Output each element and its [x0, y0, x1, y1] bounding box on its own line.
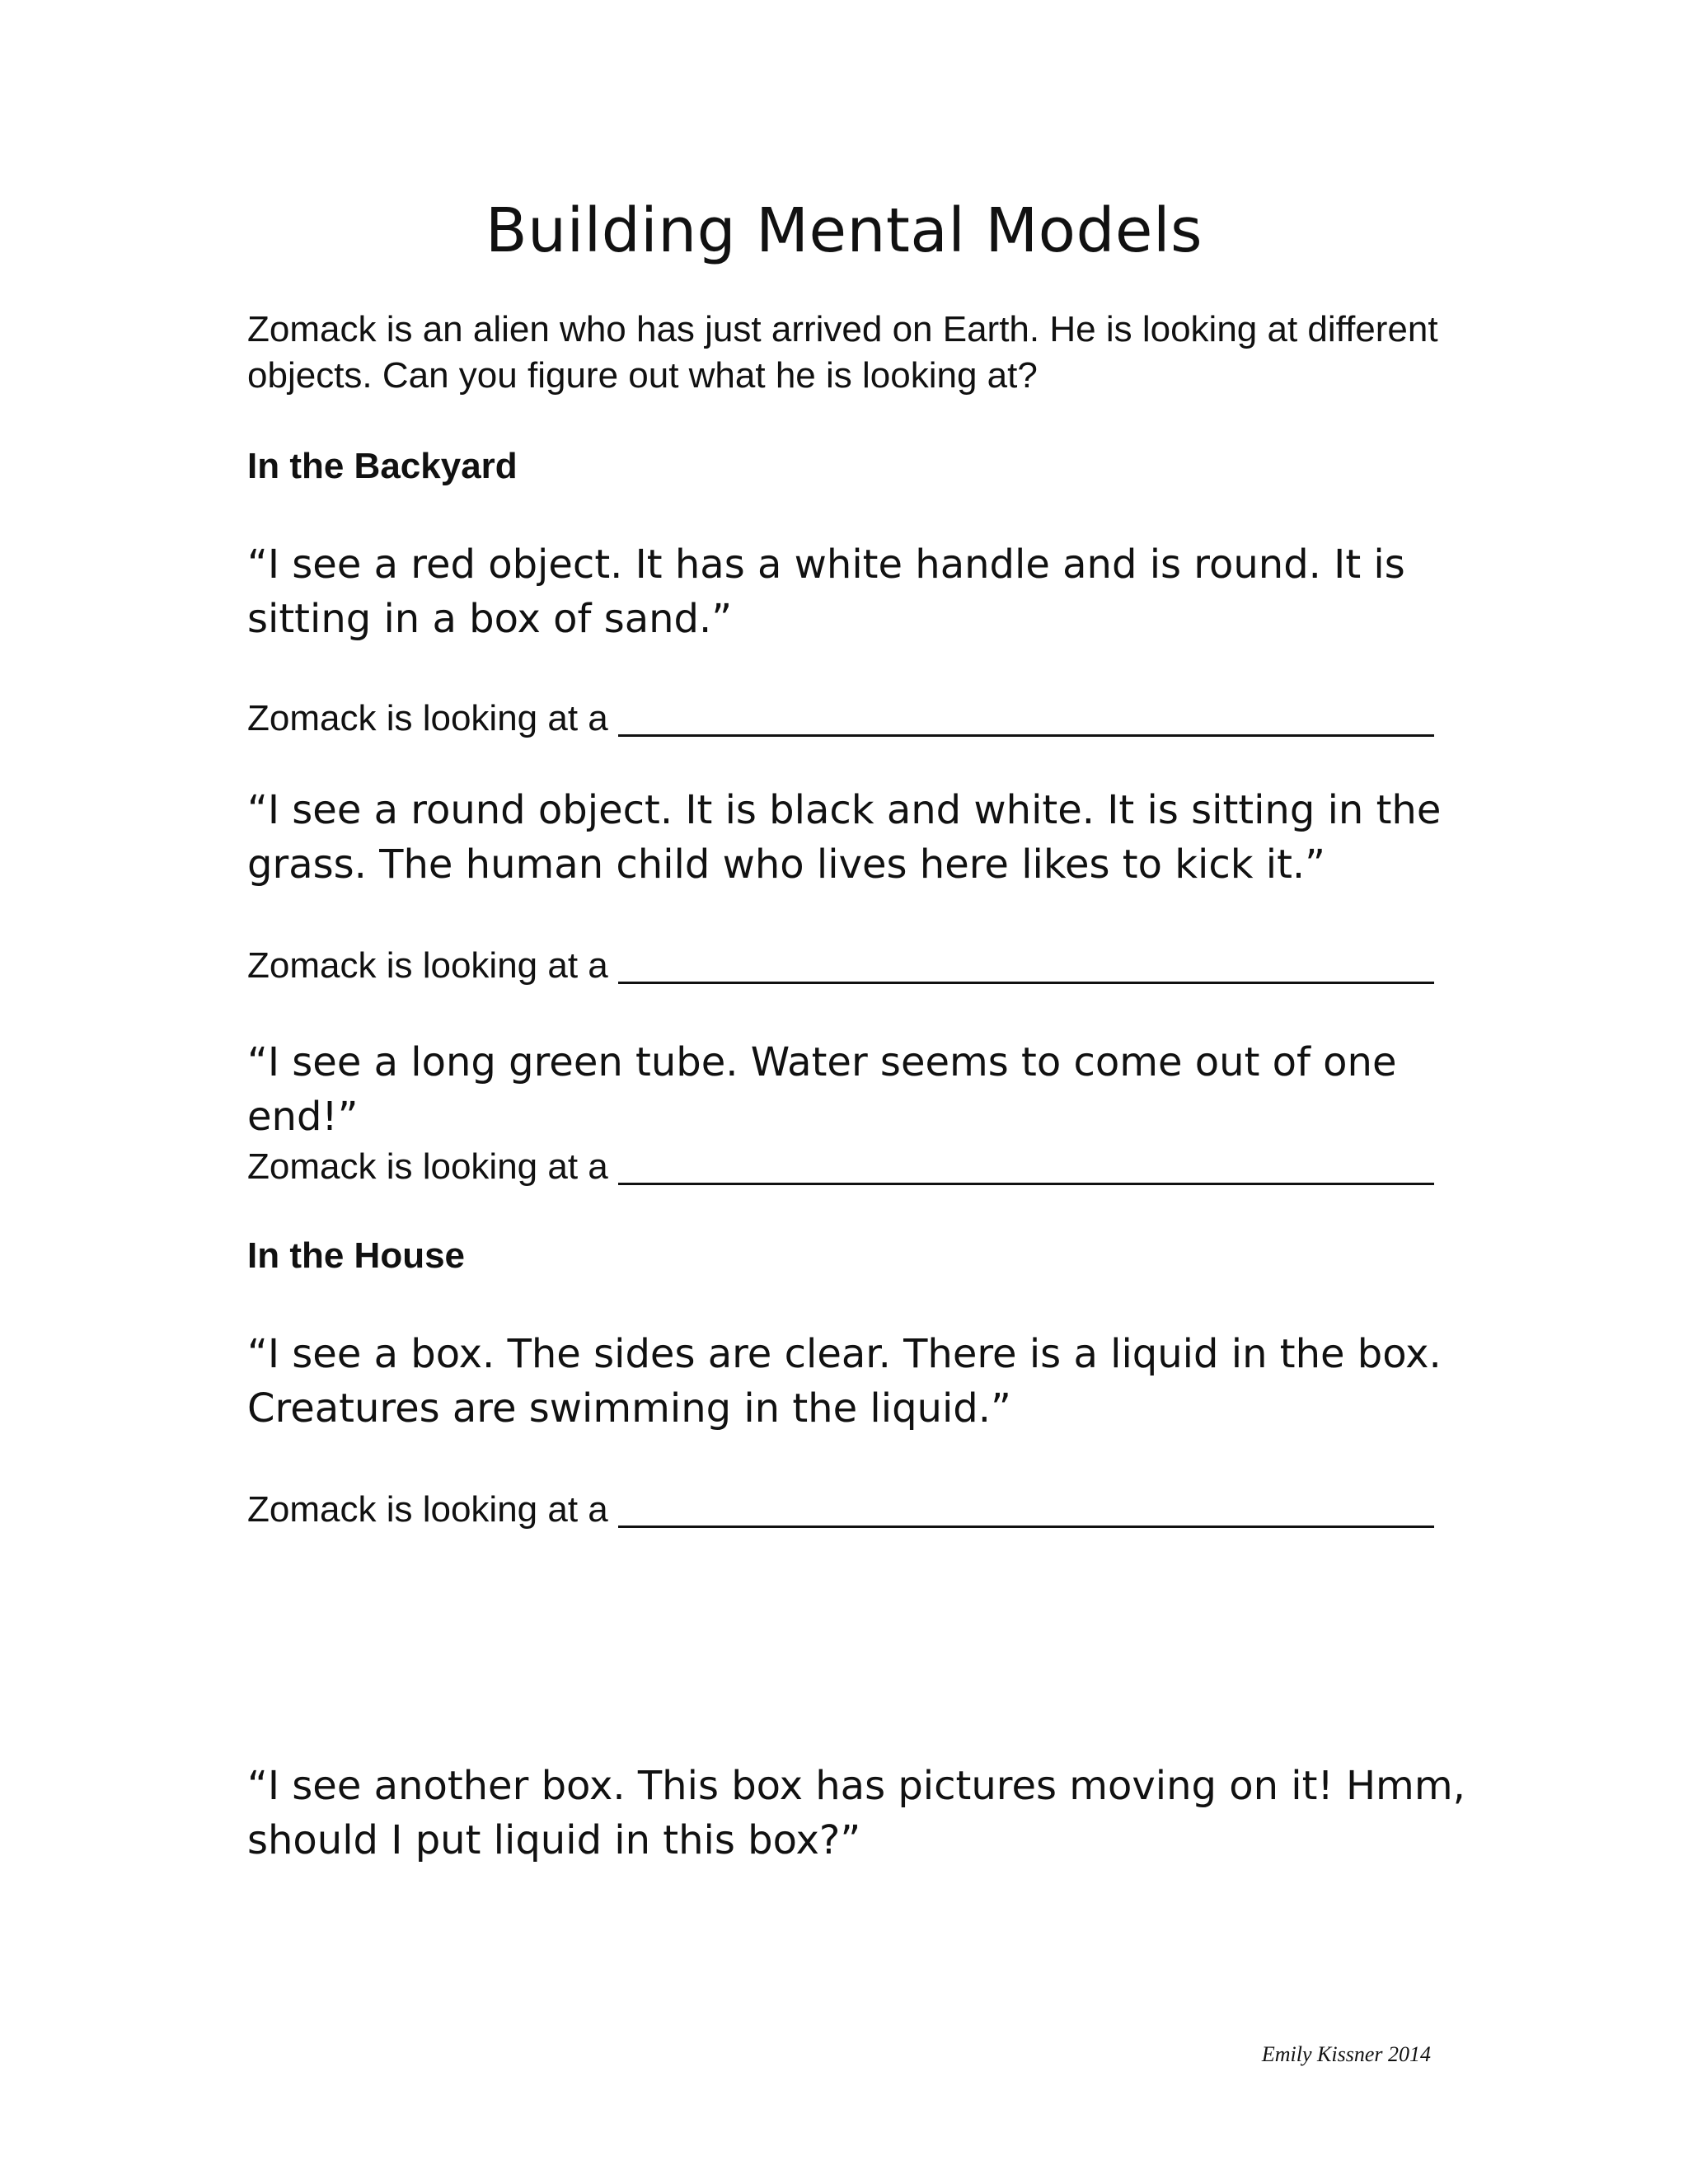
page-title: Building Mental Models [485, 195, 1203, 266]
answer-field-3[interactable] [618, 1183, 1434, 1185]
answer-field-1[interactable] [618, 734, 1434, 737]
clue-quote-sandbox-shovel: “I see a red object. It has a white handle and is round. It is sitting in a box of sand.” [247, 541, 1405, 642]
author-credit: Emily Kissner 2014 [1261, 2042, 1431, 2066]
clue-quote-fish-tank: “I see a box. The sides are clear. There is a liquid in the box. Creatures are swimming in the liquid.” [247, 1331, 1442, 1432]
answer-field-4[interactable] [618, 1526, 1434, 1528]
clue-quote-garden-hose: “I see a long green tube. Water seems to come out of one end!” [247, 1039, 1397, 1140]
answer-row-4 [247, 1483, 1434, 1533]
section-heading-house: In the House [247, 1235, 466, 1276]
answer-field-2[interactable] [618, 982, 1434, 984]
answer-prompt: Zomack is looking at a [247, 1146, 608, 1187]
answer-row-3 [247, 1141, 1434, 1190]
answer-prompt: Zomack is looking at a [247, 945, 608, 986]
intro-paragraph: Zomack is an alien who has just arrived on Earth. He is looking at different objects. Can you figure out what he is looking at? [247, 309, 1438, 396]
clue-quote-soccer-ball: “I see a round object. It is black and white. It is sitting in the grass. The human child who lives here likes to kick it.” [247, 787, 1442, 888]
answer-row-2 [247, 940, 1434, 989]
section-heading-backyard: In the Backyard [247, 446, 518, 486]
answer-prompt: Zomack is looking at a [247, 1489, 608, 1530]
answer-prompt: Zomack is looking at a [247, 698, 608, 738]
answer-row-1 [247, 692, 1434, 742]
clue-quote-television: “I see another box. This box has pictures moving on it! Hmm, should I put liquid in this box?” [247, 1763, 1465, 1863]
